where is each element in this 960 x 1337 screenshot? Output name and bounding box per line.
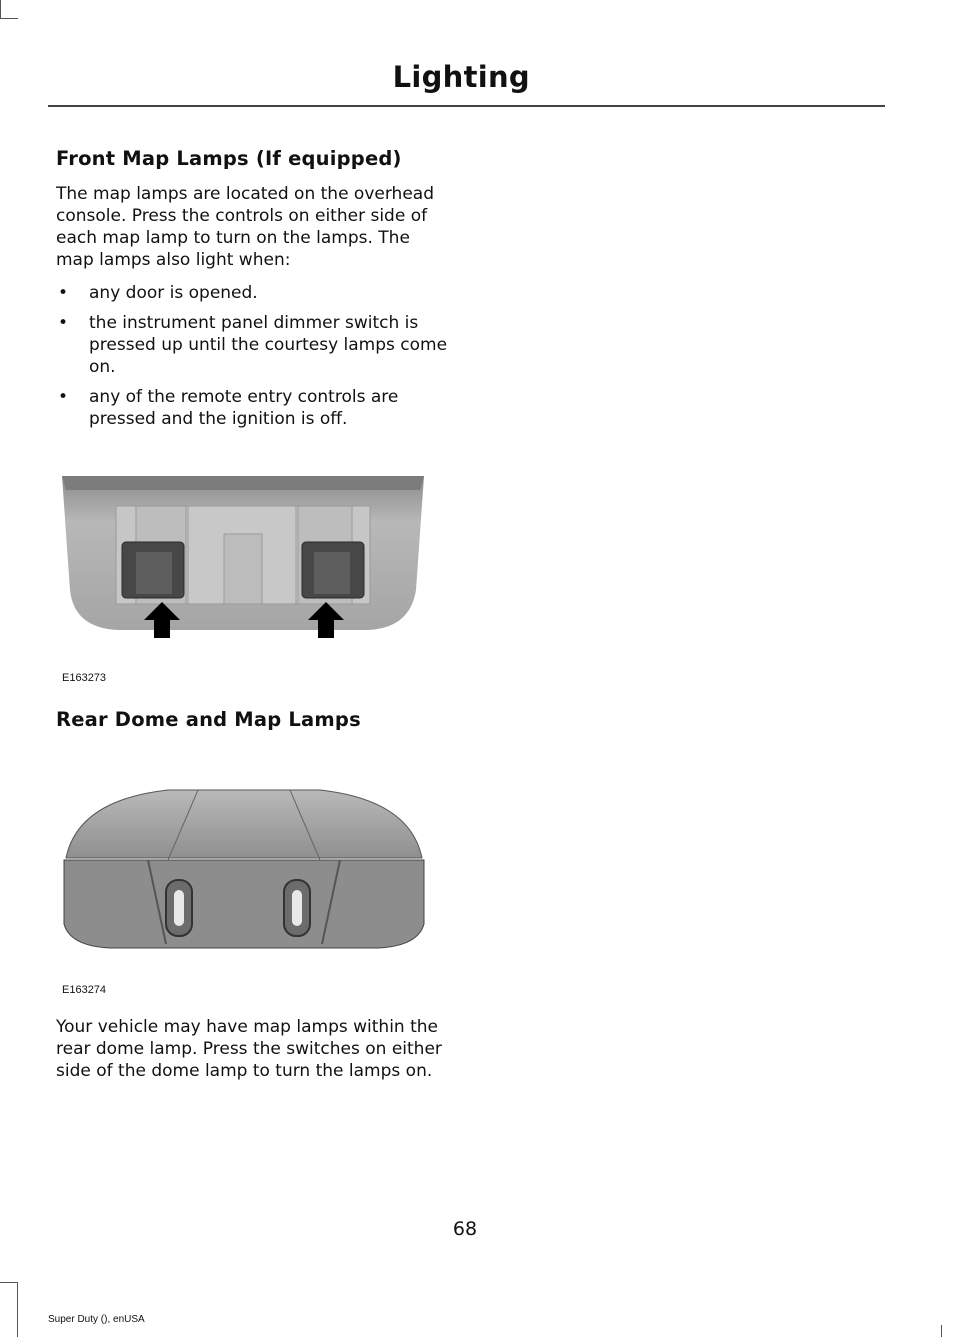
overhead-console-illustration [58, 470, 428, 640]
bullet-glyph: • [58, 387, 69, 407]
page-header-title: Lighting [392, 60, 530, 94]
list-item: • the instrument panel dimmer switch is pressed up until the courtesy lamps come on. [58, 313, 448, 377]
section-heading: Rear Dome and Map Lamps [56, 708, 361, 731]
section-heading: Front Map Lamps (If equipped) [56, 147, 402, 170]
section-rear-dome-body [56, 1016, 451, 1082]
list-item: • any door is opened. [58, 283, 258, 303]
bullet-glyph: • [58, 313, 69, 333]
crop-mark [0, 0, 1, 18]
page-number: 68 [452, 1218, 478, 1240]
crop-mark [0, 1282, 18, 1283]
crop-mark [941, 1325, 942, 1337]
bullet-glyph: • [58, 283, 69, 303]
section-front-map-lamps [56, 147, 451, 438]
section-intro: The map lamps are located on the overhead console. Press the controls on either side of each map lamp to turn on the lamps. The map lamps also light when: [56, 184, 434, 270]
figure-id: E163274 [62, 984, 107, 996]
section-rear-dome-lamps [56, 708, 451, 731]
list-item: • any of the remote entry controls are pressed and the ignition is off. [58, 387, 399, 429]
section-body: Your vehicle may have map lamps within the rear dome lamp. Press the switches on either side of the dome lamp to turn the lamps on. [56, 1017, 442, 1081]
crop-mark [17, 1282, 18, 1337]
rear-dome-lamp-illustration [58, 784, 430, 954]
header-divider [48, 105, 885, 107]
bullet-list [56, 282, 451, 430]
footer-doc-info: Super Duty (), enUSA [48, 1314, 145, 1325]
crop-mark [0, 18, 18, 19]
figure-id: E163273 [62, 672, 107, 684]
